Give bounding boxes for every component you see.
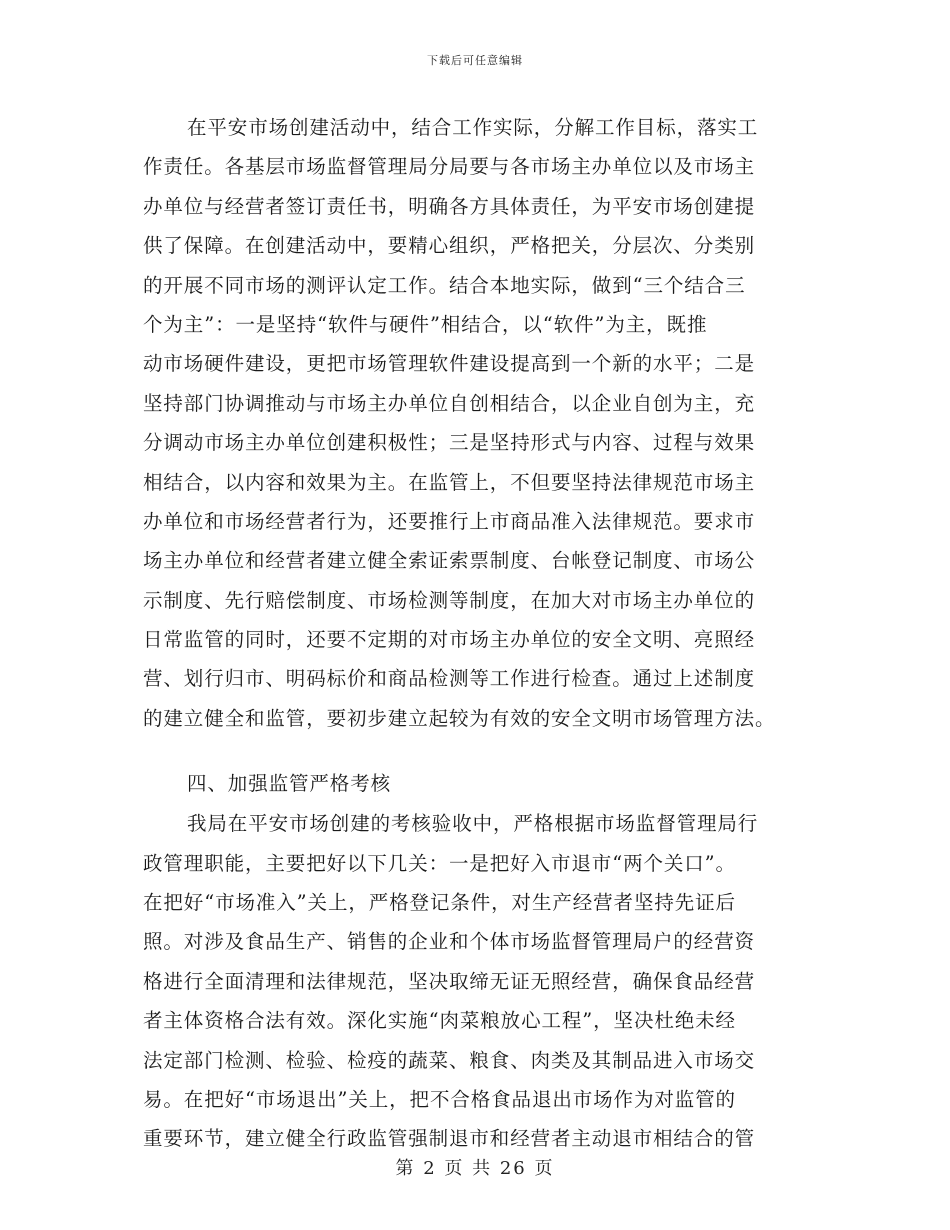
- paragraph-line: 示制度、先行赔偿制度、市场检测等制度，在加大对市场主办单位的: [143, 588, 756, 612]
- paragraph-line: 个为主”：一是坚持“软件与硬件”相结合，以“软件”为主，既推: [143, 312, 708, 336]
- paragraph-line: 办单位与经营者签订责任书，明确各方具体责任，为平安市场创建提: [143, 194, 756, 218]
- paragraph-line: 者主体资格合法有效。深化实施“肉菜粮放心工程”，坚决杜绝未经: [143, 1009, 736, 1033]
- paragraph-line: 格进行全面清理和法律规范，坚决取缔无证无照经营，确保食品经营: [143, 969, 756, 993]
- paragraph-1: [143, 108, 815, 738]
- paragraph-line: 我局在平安市场创建的考核验收中，严格根据市场监督管理局行: [187, 812, 759, 836]
- document-body: [143, 108, 815, 1159]
- paragraph-line: 坚持部门协调推动与市场主办单位自创相结合，以企业自创为主，充: [143, 391, 756, 415]
- paragraph-line: 办单位和市场经营者行为，还要推行上市商品准入法律规范。要求市: [143, 509, 756, 533]
- page-footer: 第 2 页 共 26 页: [395, 1158, 555, 1179]
- paragraph-line: 重要环节，建立健全行政监管强制退市和经营者主动退市相结合的管: [143, 1127, 756, 1151]
- section-heading: 四、加强监管严格考核: [187, 772, 392, 796]
- paragraph-line: 政管理职能，主要把好以下几关：一是把好入市退市“两个关口”。: [143, 851, 736, 875]
- paragraph-line: 的建立健全和监管，要初步建立起较为有效的安全文明市场管理方法。: [143, 706, 776, 730]
- paragraph-line: 供了保障。在创建活动中，要精心组织，严格把关，分层次、分类别: [143, 234, 756, 258]
- paragraph-line: 场主办单位和经营者建立健全索证索票制度、台帐登记制度、市场公: [143, 549, 756, 573]
- page-header: 下载后可任意编辑: [427, 54, 523, 67]
- paragraph-spacing: [143, 738, 815, 764]
- paragraph-line: 的开展不同市场的测评认定工作。结合本地实际，做到“三个结合三: [143, 273, 746, 297]
- paragraph-line: 相结合，以内容和效果为主。在监管上，不但要坚持法律规范市场主: [143, 470, 756, 494]
- paragraph-line: 照。对涉及食品生产、销售的企业和个体市场监督管理局户的经营资: [143, 930, 756, 954]
- paragraph-line: 营、划行归市、明码标价和商品检测等工作进行检查。通过上述制度: [143, 667, 756, 691]
- paragraph-line: 日常监管的同时，还要不定期的对市场主办单位的安全文明、亮照经: [143, 628, 756, 652]
- paragraph-line: 在把好“市场准入”关上，严格登记条件，对生产经营者坚持先证后: [143, 891, 736, 915]
- paragraph-line: 法定部门检测、检验、检疫的蔬菜、粮食、肉类及其制品进入市场交: [143, 1048, 756, 1072]
- paragraph-2: [143, 804, 815, 1159]
- paragraph-line: 易。在把好“市场退出”关上，把不合格食品退出市场作为对监管的: [143, 1087, 736, 1111]
- paragraph-line: 作责任。各基层市场监督管理局分局要与各市场主办单位以及市场主: [143, 155, 756, 179]
- paragraph-line: 在平安市场创建活动中，结合工作实际，分解工作目标，落实工: [187, 116, 759, 139]
- paragraph-line: 动市场硬件建设，更把市场管理软件建设提高到一个新的水平；二是: [143, 352, 756, 376]
- paragraph-line: 分调动市场主办单位创建积极性；三是坚持形式与内容、过程与效果: [143, 431, 756, 455]
